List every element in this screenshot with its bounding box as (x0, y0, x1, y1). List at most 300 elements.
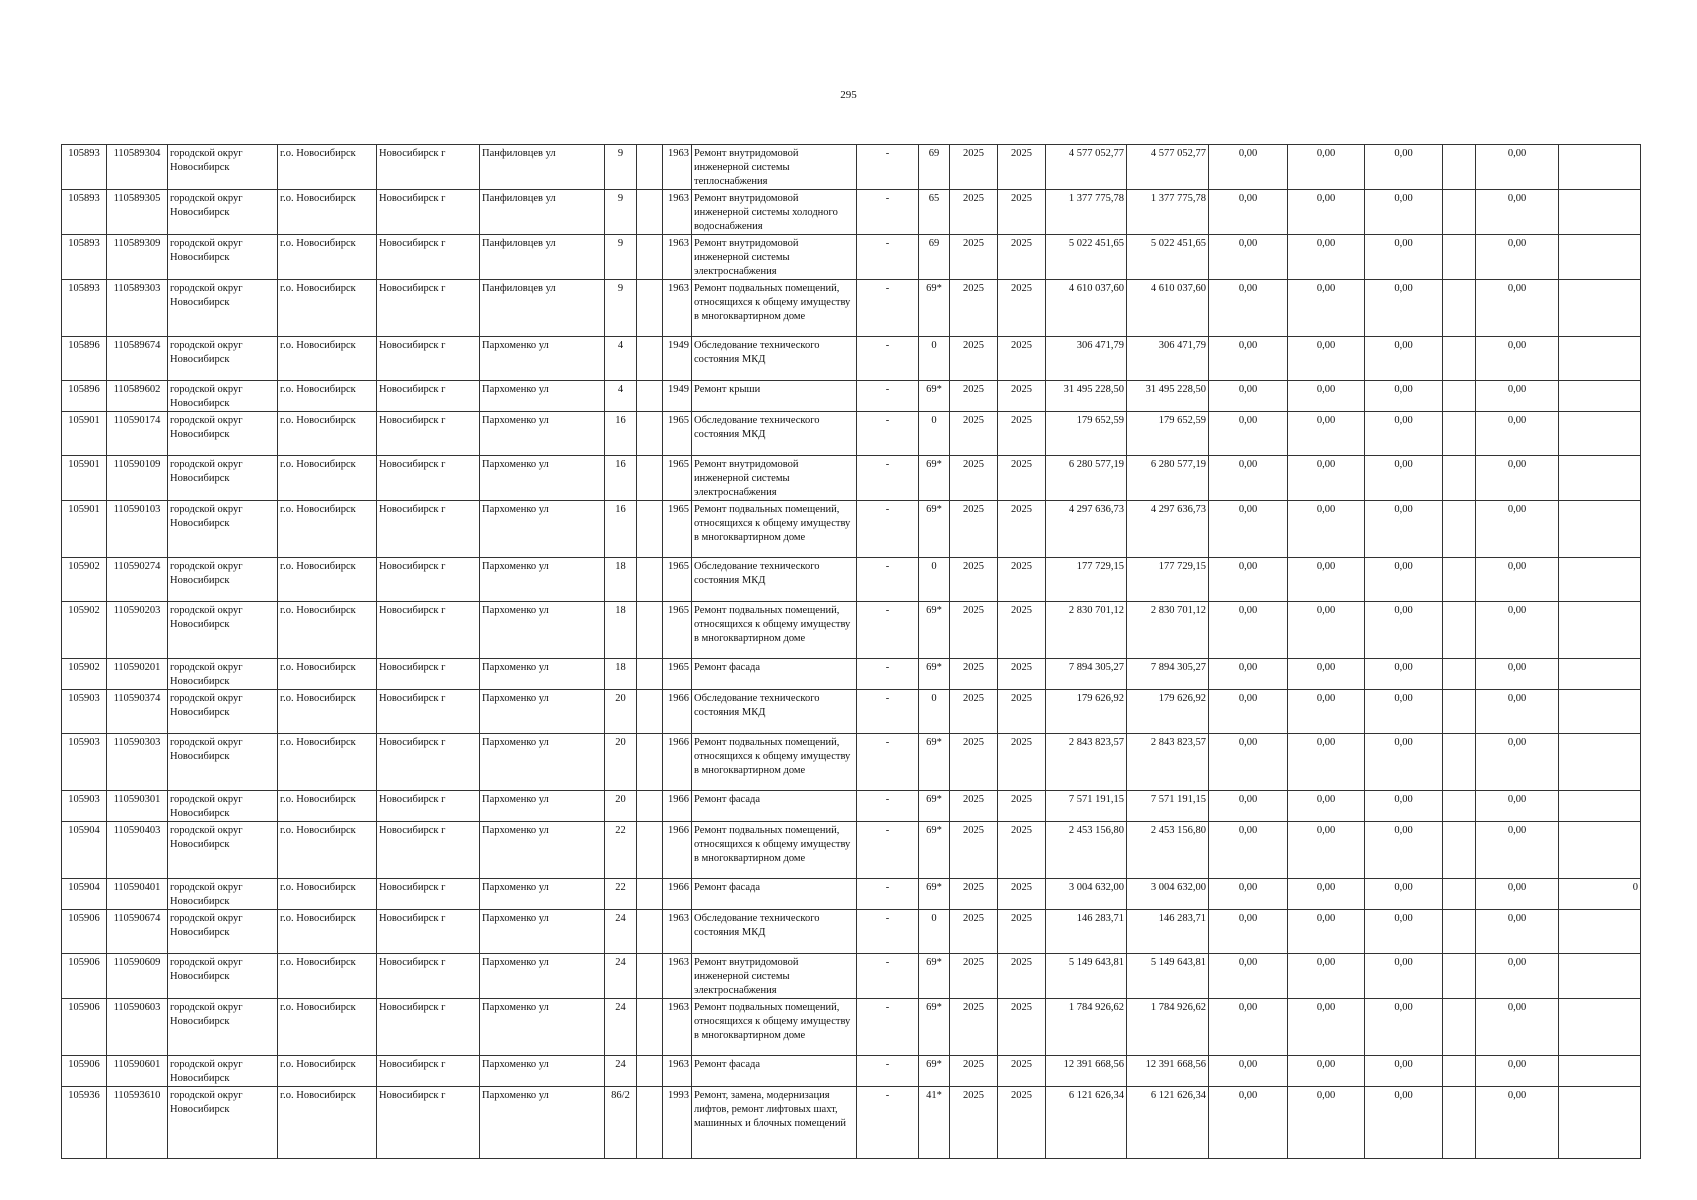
page-number: 295 (840, 89, 857, 101)
cell-city: Новосибирск г (377, 337, 480, 381)
cell-blank (1443, 659, 1476, 690)
cell-sum1: 7 894 305,27 (1046, 659, 1127, 690)
cell-y2: 2025 (998, 145, 1046, 190)
cell-sum2: 5 022 451,65 (1127, 235, 1209, 280)
cell-y2: 2025 (998, 602, 1046, 659)
cell-dash: - (857, 235, 919, 280)
cell-code: 110589303 (107, 280, 168, 337)
cell-sum2: 2 453 156,80 (1127, 822, 1209, 879)
cell-y1: 2025 (950, 501, 998, 558)
cell-z3: 0,00 (1365, 235, 1443, 280)
cell-blank (1443, 456, 1476, 501)
cell-work: Ремонт фасада (692, 1056, 857, 1087)
cell-sum2: 306 471,79 (1127, 337, 1209, 381)
cell-pct: 69* (919, 822, 950, 879)
cell-sum2: 146 283,71 (1127, 910, 1209, 954)
cell-z2: 0,00 (1288, 456, 1365, 501)
table-row (62, 910, 1641, 954)
cell-house: 20 (605, 791, 637, 822)
table-row (62, 456, 1641, 501)
cell-street: Пархоменко ул (480, 910, 605, 954)
cell-id: 105896 (62, 381, 107, 412)
cell-code: 110590403 (107, 822, 168, 879)
cell-street: Пархоменко ул (480, 602, 605, 659)
table-row (62, 280, 1641, 337)
cell-letter (637, 280, 663, 337)
cell-city: Новосибирск г (377, 190, 480, 235)
cell-sum2: 179 652,59 (1127, 412, 1209, 456)
cell-y1: 2025 (950, 791, 998, 822)
table-row (62, 1087, 1641, 1159)
cell-sum2: 3 004 632,00 (1127, 879, 1209, 910)
cell-z2: 0,00 (1288, 412, 1365, 456)
cell-z2: 0,00 (1288, 145, 1365, 190)
cell-pct: 69* (919, 1056, 950, 1087)
table-row (62, 190, 1641, 235)
cell-blank (1443, 381, 1476, 412)
cell-z4: 0,00 (1476, 822, 1559, 879)
cell-letter (637, 690, 663, 734)
cell-z2: 0,00 (1288, 602, 1365, 659)
cell-city: Новосибирск г (377, 954, 480, 999)
cell-mo: г.о. Новосибирск (278, 602, 377, 659)
cell-z3: 0,00 (1365, 602, 1443, 659)
cell-sum2: 4 297 636,73 (1127, 501, 1209, 558)
cell-dash: - (857, 1056, 919, 1087)
cell-y1: 2025 (950, 954, 998, 999)
cell-id: 105901 (62, 456, 107, 501)
cell-city: Новосибирск г (377, 879, 480, 910)
cell-z1: 0,00 (1209, 456, 1288, 501)
cell-id: 105902 (62, 558, 107, 602)
cell-house: 16 (605, 412, 637, 456)
cell-id: 105936 (62, 1087, 107, 1159)
cell-dash: - (857, 1087, 919, 1159)
cell-house: 24 (605, 1056, 637, 1087)
cell-y2: 2025 (998, 822, 1046, 879)
cell-house: 24 (605, 954, 637, 999)
cell-last (1559, 659, 1641, 690)
cell-city: Новосибирск г (377, 791, 480, 822)
cell-z4: 0,00 (1476, 190, 1559, 235)
cell-pct: 69* (919, 879, 950, 910)
cell-street: Пархоменко ул (480, 690, 605, 734)
cell-house: 9 (605, 280, 637, 337)
cell-last (1559, 954, 1641, 999)
cell-letter (637, 558, 663, 602)
cell-work: Обследование технического состояния МКД (692, 337, 857, 381)
cell-id: 105906 (62, 954, 107, 999)
cell-sum1: 179 652,59 (1046, 412, 1127, 456)
cell-blank (1443, 190, 1476, 235)
cell-dash: - (857, 690, 919, 734)
cell-district: городской округ Новосибирск (168, 501, 278, 558)
cell-city: Новосибирск г (377, 602, 480, 659)
cell-house: 9 (605, 235, 637, 280)
cell-sum2: 4 577 052,77 (1127, 145, 1209, 190)
cell-id: 105896 (62, 337, 107, 381)
cell-z2: 0,00 (1288, 659, 1365, 690)
cell-last (1559, 791, 1641, 822)
cell-letter (637, 190, 663, 235)
cell-letter (637, 235, 663, 280)
cell-z1: 0,00 (1209, 659, 1288, 690)
cell-z3: 0,00 (1365, 1087, 1443, 1159)
cell-z3: 0,00 (1365, 558, 1443, 602)
cell-pct: 69* (919, 501, 950, 558)
cell-letter (637, 145, 663, 190)
cell-z2: 0,00 (1288, 734, 1365, 791)
cell-y1: 2025 (950, 734, 998, 791)
cell-y1: 2025 (950, 280, 998, 337)
cell-house: 24 (605, 910, 637, 954)
cell-z4: 0,00 (1476, 280, 1559, 337)
cell-last (1559, 910, 1641, 954)
cell-code: 110590201 (107, 659, 168, 690)
cell-street: Пархоменко ул (480, 954, 605, 999)
cell-house: 4 (605, 381, 637, 412)
cell-z3: 0,00 (1365, 337, 1443, 381)
cell-district: городской округ Новосибирск (168, 910, 278, 954)
cell-y1: 2025 (950, 190, 998, 235)
cell-blank (1443, 1087, 1476, 1159)
cell-city: Новосибирск г (377, 910, 480, 954)
cell-y1: 2025 (950, 602, 998, 659)
cell-year: 1963 (663, 280, 692, 337)
table-row (62, 337, 1641, 381)
cell-dash: - (857, 145, 919, 190)
cell-dash: - (857, 190, 919, 235)
cell-z2: 0,00 (1288, 280, 1365, 337)
cell-street: Пархоменко ул (480, 734, 605, 791)
cell-dash: - (857, 412, 919, 456)
cell-letter (637, 501, 663, 558)
cell-z1: 0,00 (1209, 280, 1288, 337)
cell-z3: 0,00 (1365, 822, 1443, 879)
cell-blank (1443, 822, 1476, 879)
table-row (62, 791, 1641, 822)
cell-work: Обследование технического состояния МКД (692, 690, 857, 734)
cell-y1: 2025 (950, 558, 998, 602)
cell-district: городской округ Новосибирск (168, 822, 278, 879)
cell-id: 105906 (62, 910, 107, 954)
cell-z3: 0,00 (1365, 501, 1443, 558)
cell-z1: 0,00 (1209, 381, 1288, 412)
cell-house: 9 (605, 190, 637, 235)
cell-year: 1966 (663, 822, 692, 879)
cell-z1: 0,00 (1209, 999, 1288, 1056)
cell-id: 105904 (62, 879, 107, 910)
cell-sum2: 5 149 643,81 (1127, 954, 1209, 999)
cell-street: Пархоменко ул (480, 1056, 605, 1087)
cell-letter (637, 734, 663, 791)
cell-year: 1949 (663, 381, 692, 412)
cell-sum1: 31 495 228,50 (1046, 381, 1127, 412)
cell-city: Новосибирск г (377, 1056, 480, 1087)
cell-year: 1993 (663, 1087, 692, 1159)
cell-blank (1443, 602, 1476, 659)
cell-id: 105893 (62, 145, 107, 190)
cell-letter (637, 822, 663, 879)
cell-last (1559, 734, 1641, 791)
cell-y2: 2025 (998, 381, 1046, 412)
cell-y2: 2025 (998, 235, 1046, 280)
cell-y2: 2025 (998, 734, 1046, 791)
cell-sum1: 2 843 823,57 (1046, 734, 1127, 791)
cell-z3: 0,00 (1365, 954, 1443, 999)
cell-id: 105904 (62, 822, 107, 879)
cell-street: Пархоменко ул (480, 822, 605, 879)
cell-work: Ремонт внутридомовой инженерной системы электроснабжения (692, 235, 857, 280)
cell-sum1: 12 391 668,56 (1046, 1056, 1127, 1087)
cell-last (1559, 690, 1641, 734)
cell-sum1: 6 280 577,19 (1046, 456, 1127, 501)
cell-z3: 0,00 (1365, 879, 1443, 910)
cell-work: Ремонт подвальных помещений, относящихся к общему имуществу в многоквартирном доме (692, 999, 857, 1056)
cell-z1: 0,00 (1209, 190, 1288, 235)
cell-z2: 0,00 (1288, 690, 1365, 734)
cell-z3: 0,00 (1365, 690, 1443, 734)
cell-city: Новосибирск г (377, 145, 480, 190)
cell-z3: 0,00 (1365, 456, 1443, 501)
cell-sum1: 4 297 636,73 (1046, 501, 1127, 558)
cell-z2: 0,00 (1288, 190, 1365, 235)
cell-code: 110590603 (107, 999, 168, 1056)
cell-z2: 0,00 (1288, 1056, 1365, 1087)
cell-z2: 0,00 (1288, 910, 1365, 954)
cell-id: 105906 (62, 999, 107, 1056)
cell-city: Новосибирск г (377, 235, 480, 280)
cell-code: 110589309 (107, 235, 168, 280)
cell-work: Обследование технического состояния МКД (692, 558, 857, 602)
cell-street: Пархоменко ул (480, 999, 605, 1056)
cell-pct: 0 (919, 412, 950, 456)
cell-sum2: 7 894 305,27 (1127, 659, 1209, 690)
cell-sum1: 2 453 156,80 (1046, 822, 1127, 879)
cell-street: Пархоменко ул (480, 659, 605, 690)
cell-pct: 69* (919, 280, 950, 337)
cell-sum1: 4 577 052,77 (1046, 145, 1127, 190)
cell-letter (637, 381, 663, 412)
cell-z3: 0,00 (1365, 1056, 1443, 1087)
cell-sum1: 2 830 701,12 (1046, 602, 1127, 659)
cell-sum2: 177 729,15 (1127, 558, 1209, 602)
cell-mo: г.о. Новосибирск (278, 1056, 377, 1087)
cell-z4: 0,00 (1476, 412, 1559, 456)
cell-z3: 0,00 (1365, 280, 1443, 337)
cell-id: 105893 (62, 190, 107, 235)
cell-code: 110590203 (107, 602, 168, 659)
cell-pct: 69* (919, 456, 950, 501)
cell-y2: 2025 (998, 659, 1046, 690)
cell-year: 1963 (663, 954, 692, 999)
cell-street: Пархоменко ул (480, 501, 605, 558)
cell-z4: 0,00 (1476, 456, 1559, 501)
cell-sum1: 306 471,79 (1046, 337, 1127, 381)
cell-mo: г.о. Новосибирск (278, 879, 377, 910)
cell-code: 110590601 (107, 1056, 168, 1087)
cell-year: 1963 (663, 910, 692, 954)
cell-code: 110589602 (107, 381, 168, 412)
cell-pct: 0 (919, 558, 950, 602)
cell-district: городской округ Новосибирск (168, 145, 278, 190)
cell-mo: г.о. Новосибирск (278, 456, 377, 501)
cell-city: Новосибирск г (377, 280, 480, 337)
cell-mo: г.о. Новосибирск (278, 235, 377, 280)
cell-city: Новосибирск г (377, 690, 480, 734)
cell-mo: г.о. Новосибирск (278, 910, 377, 954)
cell-street: Пархоменко ул (480, 381, 605, 412)
cell-y1: 2025 (950, 456, 998, 501)
table-row (62, 659, 1641, 690)
cell-district: городской округ Новосибирск (168, 954, 278, 999)
cell-y2: 2025 (998, 501, 1046, 558)
cell-last (1559, 337, 1641, 381)
cell-year: 1963 (663, 145, 692, 190)
cell-id: 105903 (62, 734, 107, 791)
cell-dash: - (857, 791, 919, 822)
cell-sum1: 177 729,15 (1046, 558, 1127, 602)
cell-z1: 0,00 (1209, 412, 1288, 456)
cell-sum1: 179 626,92 (1046, 690, 1127, 734)
cell-z2: 0,00 (1288, 791, 1365, 822)
cell-district: городской округ Новосибирск (168, 412, 278, 456)
cell-z4: 0,00 (1476, 337, 1559, 381)
cell-pct: 69* (919, 381, 950, 412)
cell-y1: 2025 (950, 999, 998, 1056)
cell-z1: 0,00 (1209, 690, 1288, 734)
cell-year: 1963 (663, 190, 692, 235)
cell-work: Ремонт подвальных помещений, относящихся к общему имуществу в многоквартирном доме (692, 602, 857, 659)
cell-blank (1443, 280, 1476, 337)
cell-id: 105903 (62, 690, 107, 734)
cell-sum2: 2 843 823,57 (1127, 734, 1209, 791)
cell-street: Пархоменко ул (480, 1087, 605, 1159)
cell-z1: 0,00 (1209, 501, 1288, 558)
cell-street: Пархоменко ул (480, 337, 605, 381)
cell-blank (1443, 954, 1476, 999)
cell-sum2: 179 626,92 (1127, 690, 1209, 734)
cell-sum1: 1 377 775,78 (1046, 190, 1127, 235)
cell-pct: 69 (919, 145, 950, 190)
cell-year: 1965 (663, 602, 692, 659)
cell-letter (637, 954, 663, 999)
cell-house: 24 (605, 999, 637, 1056)
cell-z4: 0,00 (1476, 602, 1559, 659)
cell-sum2: 12 391 668,56 (1127, 1056, 1209, 1087)
cell-z2: 0,00 (1288, 999, 1365, 1056)
cell-district: городской округ Новосибирск (168, 1056, 278, 1087)
cell-last (1559, 145, 1641, 190)
cell-sum2: 1 377 775,78 (1127, 190, 1209, 235)
cell-z4: 0,00 (1476, 954, 1559, 999)
cell-letter (637, 879, 663, 910)
cell-pct: 69* (919, 954, 950, 999)
cell-dash: - (857, 999, 919, 1056)
cell-house: 18 (605, 602, 637, 659)
cell-year: 1963 (663, 235, 692, 280)
cell-street: Панфиловцев ул (480, 145, 605, 190)
cell-y2: 2025 (998, 879, 1046, 910)
cell-pct: 69* (919, 791, 950, 822)
cell-city: Новосибирск г (377, 558, 480, 602)
cell-dash: - (857, 822, 919, 879)
cell-city: Новосибирск г (377, 412, 480, 456)
cell-last (1559, 558, 1641, 602)
cell-y2: 2025 (998, 999, 1046, 1056)
cell-district: городской округ Новосибирск (168, 1087, 278, 1159)
cell-sum1: 7 571 191,15 (1046, 791, 1127, 822)
cell-street: Пархоменко ул (480, 456, 605, 501)
cell-pct: 0 (919, 910, 950, 954)
cell-y1: 2025 (950, 659, 998, 690)
cell-z2: 0,00 (1288, 879, 1365, 910)
cell-blank (1443, 558, 1476, 602)
cell-district: городской округ Новосибирск (168, 659, 278, 690)
cell-district: городской округ Новосибирск (168, 381, 278, 412)
cell-letter (637, 910, 663, 954)
cell-blank (1443, 999, 1476, 1056)
cell-z3: 0,00 (1365, 190, 1443, 235)
cell-dash: - (857, 337, 919, 381)
table-row (62, 879, 1641, 910)
cell-blank (1443, 690, 1476, 734)
cell-work: Ремонт подвальных помещений, относящихся к общему имуществу в многоквартирном доме (692, 501, 857, 558)
cell-z2: 0,00 (1288, 381, 1365, 412)
cell-z4: 0,00 (1476, 690, 1559, 734)
cell-id: 105893 (62, 280, 107, 337)
cell-z2: 0,00 (1288, 954, 1365, 999)
cell-blank (1443, 879, 1476, 910)
cell-pct: 69* (919, 602, 950, 659)
cell-street: Панфиловцев ул (480, 280, 605, 337)
cell-z4: 0,00 (1476, 910, 1559, 954)
cell-y2: 2025 (998, 337, 1046, 381)
cell-code: 110590374 (107, 690, 168, 734)
cell-year: 1965 (663, 456, 692, 501)
cell-sum1: 146 283,71 (1046, 910, 1127, 954)
cell-pct: 69* (919, 659, 950, 690)
cell-street: Пархоменко ул (480, 879, 605, 910)
cell-y1: 2025 (950, 412, 998, 456)
cell-dash: - (857, 501, 919, 558)
cell-id: 105902 (62, 602, 107, 659)
cell-z4: 0,00 (1476, 734, 1559, 791)
table-row (62, 999, 1641, 1056)
cell-blank (1443, 791, 1476, 822)
cell-z3: 0,00 (1365, 381, 1443, 412)
cell-y2: 2025 (998, 910, 1046, 954)
cell-city: Новосибирск г (377, 456, 480, 501)
cell-work: Ремонт подвальных помещений, относящихся к общему имуществу в многоквартирном доме (692, 280, 857, 337)
cell-code: 110590674 (107, 910, 168, 954)
cell-city: Новосибирск г (377, 999, 480, 1056)
cell-work: Ремонт внутридомовой инженерной системы теплоснабжения (692, 145, 857, 190)
cell-mo: г.о. Новосибирск (278, 280, 377, 337)
cell-z3: 0,00 (1365, 412, 1443, 456)
cell-blank (1443, 501, 1476, 558)
cell-y2: 2025 (998, 954, 1046, 999)
cell-z1: 0,00 (1209, 791, 1288, 822)
cell-street: Пархоменко ул (480, 791, 605, 822)
cell-z1: 0,00 (1209, 1056, 1288, 1087)
cell-work: Обследование технического состояния МКД (692, 910, 857, 954)
cell-mo: г.о. Новосибирск (278, 999, 377, 1056)
cell-work: Ремонт фасада (692, 791, 857, 822)
cell-mo: г.о. Новосибирск (278, 822, 377, 879)
cell-id: 105903 (62, 791, 107, 822)
table-row (62, 734, 1641, 791)
